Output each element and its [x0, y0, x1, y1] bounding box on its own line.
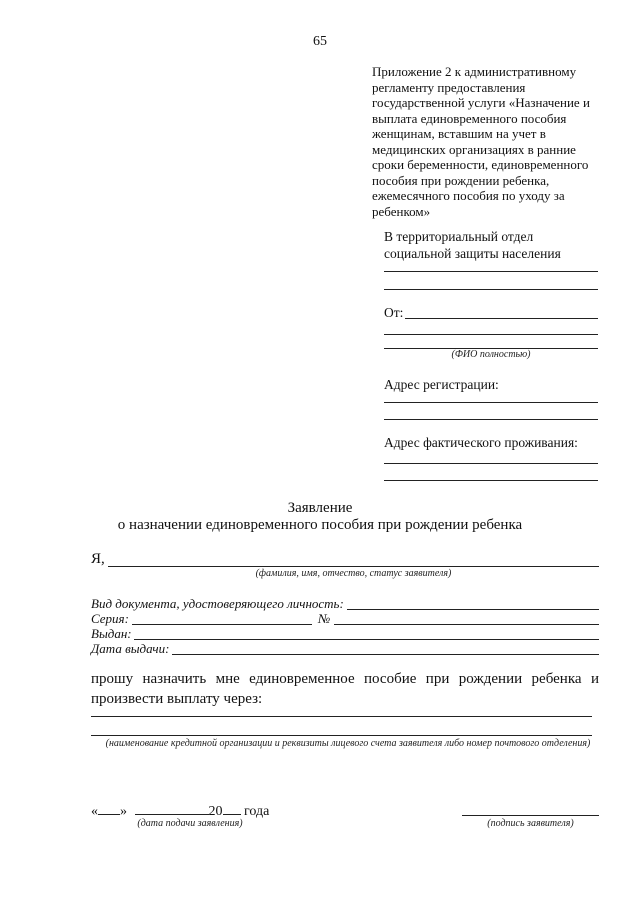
- series-blank[interactable]: [132, 624, 312, 625]
- applicant-name-blank[interactable]: [108, 566, 599, 567]
- doc-type-label: Вид документа, удостоверяющего личность:: [91, 596, 344, 611]
- series-label: Серия:: [91, 611, 129, 626]
- issue-date-blank[interactable]: [172, 654, 599, 655]
- number-blank[interactable]: [334, 624, 599, 625]
- signature-caption: (подпись заявителя): [487, 818, 574, 829]
- signature-blank[interactable]: [462, 815, 599, 816]
- date-close-quote: »: [120, 804, 127, 819]
- number-label: №: [318, 611, 331, 626]
- year-prefix: 20: [208, 804, 223, 819]
- document-title: Заявление: [287, 500, 353, 516]
- document-subtitle: о назначении единовременного пособия при рождении ребенка: [117, 517, 523, 533]
- date-open-quote: «: [91, 804, 98, 819]
- payment-blank-1[interactable]: [91, 716, 592, 717]
- applicant-caption: (фамилия, имя, отчество, статус заявителя): [255, 568, 452, 579]
- registration-blank-1[interactable]: [384, 402, 598, 403]
- registration-label: Адрес регистрации:: [384, 377, 499, 392]
- actual-address-blank-2[interactable]: [384, 480, 598, 481]
- page-number: 65: [313, 34, 327, 49]
- from-blank-1[interactable]: [405, 318, 598, 319]
- addressee-line2: социальной защиты населения: [384, 246, 561, 261]
- doc-type-blank[interactable]: [347, 609, 599, 610]
- actual-address-label: Адрес фактического проживания:: [384, 435, 578, 450]
- from-label: От:: [384, 305, 404, 320]
- year-suffix: года: [244, 804, 270, 819]
- registration-blank-2[interactable]: [384, 419, 598, 420]
- date-caption: (дата подачи заявления): [137, 818, 243, 829]
- ya-label: Я,: [91, 551, 105, 567]
- issue-date-label: Дата выдачи:: [91, 641, 170, 656]
- actual-address-blank-1[interactable]: [384, 463, 598, 464]
- issued-blank[interactable]: [134, 639, 599, 640]
- issued-label: Выдан:: [91, 626, 132, 641]
- request-text: прошу назначить мне единовременное пособие при рождении ребенка и произвести выплату через:: [91, 671, 599, 707]
- addressee-line1: В территориальный отдел: [384, 229, 534, 244]
- fio-caption: (ФИО полностью): [451, 349, 531, 360]
- addressee-blank-1[interactable]: [384, 271, 598, 272]
- appendix-note: Приложение 2 к административному регламенту предоставления государственной услуги «Назначение и выплата единовременного пособия женщинам, вставшим на учет в медицинских организациях в ранние сроки беременности, единовременного пособия при рождении ребенка, ежемесячного пособия по уходу за ребенком»: [372, 64, 590, 219]
- from-blank-2[interactable]: [384, 334, 598, 335]
- year-blank[interactable]: [223, 800, 241, 815]
- day-blank[interactable]: [98, 800, 120, 815]
- addressee-blank-2[interactable]: [384, 289, 598, 290]
- submission-date: [91, 800, 269, 820]
- payment-blank-2[interactable]: [91, 735, 592, 736]
- month-blank[interactable]: [135, 800, 209, 815]
- payment-caption: (наименование кредитной организации и реквизиты лицевого счета заявителя либо номер почтового отделения): [105, 738, 591, 749]
